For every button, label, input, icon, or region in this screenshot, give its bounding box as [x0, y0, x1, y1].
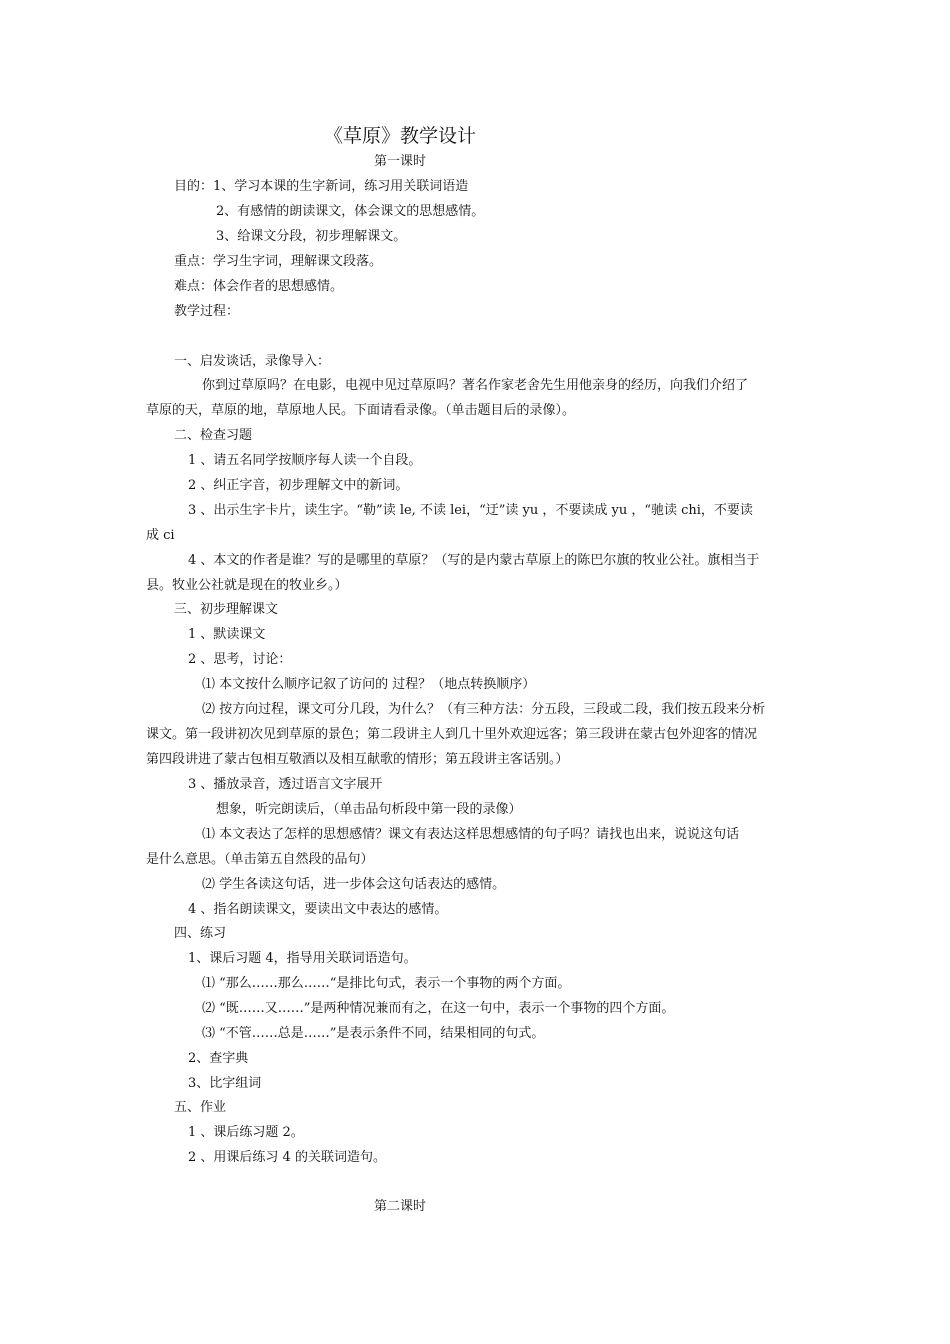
difficult-point: 难点：体会作者的思想感情。 — [174, 279, 344, 294]
sub-item-continuation: 第四段讲进了蒙古包相互敬酒以及相互献歌的情形；第五段讲主客话别。） — [146, 752, 569, 767]
list-item-continuation: 成 ci — [146, 528, 175, 543]
lesson-two-heading: 第二课时 — [373, 1199, 426, 1214]
key-point: 重点：学习生字词，理解课文段落。 — [174, 254, 383, 269]
objective-line-3: 3、给课文分段，初步理解课文。 — [216, 229, 407, 244]
section-heading-3: 三、初步理解课文 — [174, 602, 279, 617]
sub-item-continuation: 是什么意思。（单击第五自然段的品句） — [146, 852, 374, 867]
objective-line-2: 2、有感情的朗读课文，体会课文的思想感情。 — [216, 204, 485, 219]
list-item: 3 、出示生字卡片，读生字。“勒”读 le, 不读 lei，“迂”读 yu ，不要读成 yu ，“驰读 chi，不要读 — [188, 503, 753, 518]
section-heading-2: 二、检查习题 — [174, 428, 253, 443]
list-item: 1、课后习题 4，指导用关联词语造句。 — [188, 951, 417, 966]
list-item: 3、比字组词 — [188, 1076, 262, 1091]
paragraph-line: 你到过草原吗？在电影，电视中见过草原吗？著名作家老舍先生用他亲身的经历，向我们介绍了 — [202, 378, 749, 393]
list-item: 2 、用课后练习 4 的关联词造句。 — [188, 1150, 386, 1165]
list-item: 1 、请五名同学按顺序每人读一个自段。 — [188, 453, 422, 468]
list-item-continuation: 县。牧业公社就是现在的牧业乡。） — [146, 578, 348, 593]
list-item: 2 、思考，讨论： — [188, 652, 292, 667]
process-heading: 教学过程： — [174, 304, 240, 319]
list-item: 3 、播放录音，透过语言文字展开 — [188, 777, 383, 792]
sub-item: ⑴ 本文按什么顺序记叙了访问的 过程？（地点转换顺序） — [202, 677, 536, 692]
list-item: 2 、纠正字音，初步理解文中的新词。 — [188, 478, 409, 493]
section-heading-4: 四、练习 — [174, 926, 227, 941]
sub-item: ⑵ “既……又……”是两种情况兼而有之，在这一句中，表示一个事物的四个方面。 — [202, 1001, 675, 1016]
section-heading-1: 一、启发谈话，录像导入： — [174, 354, 331, 369]
sub-item: ⑵ 按方向过程，课文可分几段，为什么？（有三种方法：分五段，三段或二段，我们按五段来分析 — [202, 702, 766, 717]
list-item: 1 、课后练习题 2。 — [188, 1125, 304, 1140]
sub-item-continuation: 课文。第一段讲初次见到草原的景色；第二段讲主人到几十里外欢迎远客；第三段讲在蒙古包外迎客的情况 — [146, 727, 758, 742]
objective-line-1: 目的：1、学习本课的生字新词，练习用关联词语造 — [174, 179, 469, 194]
list-item: 4 、指名朗读课文，要读出文中表达的感情。 — [188, 902, 448, 917]
list-item-continuation: 想象，听完朗读后，（单击品句析段中第一段的录像） — [216, 802, 522, 817]
section-heading-5: 五、作业 — [174, 1100, 227, 1115]
sub-item: ⑴ “那么……那么……“是排比句式，表示一个事物的两个方面。 — [202, 976, 571, 991]
document-title: 《草原》教学设计 — [323, 125, 476, 147]
paragraph-line: 草原的天，草原的地，草原地人民。下面请看录像。（单击题目后的录像）。 — [146, 403, 576, 418]
list-item: 4 、本文的作者是谁？写的是哪里的草原？（写的是内蒙古草原上的陈巴尔旗的牧业公社。旗相当于 — [188, 553, 760, 568]
list-item: 1 、默读课文 — [188, 627, 266, 642]
sub-item: ⑶ “不管……总是……”是表示条件不同，结果相同的句式。 — [202, 1026, 545, 1041]
sub-item: ⑵ 学生各读这句话，进一步体会这句话表达的感情。 — [202, 877, 506, 892]
sub-item: ⑴ 本文表达了怎样的思想感情？课文有表达这样思想感情的句子吗？请找也出来，说说这句话 — [202, 827, 740, 842]
lesson-one-heading: 第一课时 — [373, 154, 426, 169]
list-item: 2、查字典 — [188, 1051, 249, 1066]
